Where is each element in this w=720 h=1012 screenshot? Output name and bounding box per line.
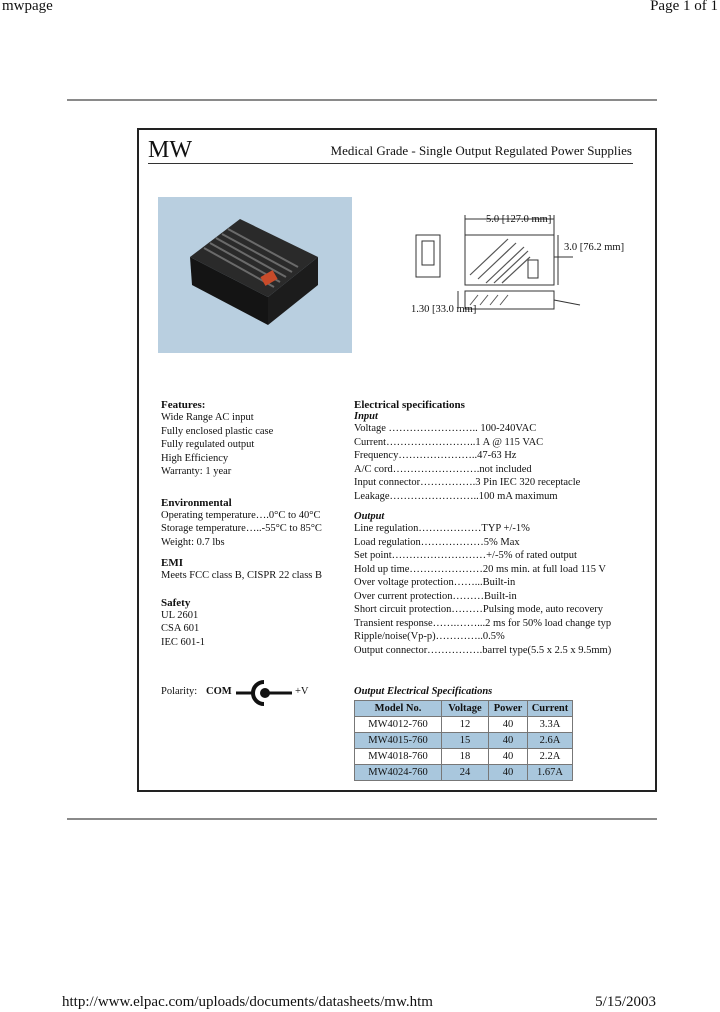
power-cell: 40 bbox=[489, 733, 528, 749]
col-voltage: Voltage bbox=[442, 701, 489, 717]
features-heading: Features: bbox=[161, 399, 206, 411]
polarity-icon bbox=[236, 678, 294, 708]
current-cell: 2.2A bbox=[528, 749, 573, 765]
safety-heading: Safety bbox=[161, 596, 191, 609]
input-spec: A/C cord…………………….not included bbox=[354, 463, 532, 475]
features-item: Fully enclosed plastic case bbox=[161, 425, 274, 437]
polarity-com: COM bbox=[206, 686, 232, 697]
model-cell: MW4012-760 bbox=[355, 717, 442, 733]
col-model: Model No. bbox=[355, 701, 442, 717]
features-item: High Efficiency bbox=[161, 452, 229, 464]
col-current: Current bbox=[528, 701, 573, 717]
voltage-cell: 12 bbox=[442, 717, 489, 733]
output-spec: Load regulation………………5% Max bbox=[354, 536, 520, 548]
product-photo bbox=[158, 197, 352, 353]
polarity-plus: +V bbox=[295, 686, 309, 697]
output-spec: Over voltage protection……...Built-in bbox=[354, 577, 516, 588]
features-item: Fully regulated output bbox=[161, 439, 255, 450]
output-spec: Over current protection………Built-in bbox=[354, 590, 517, 602]
print-date: 5/15/2003 bbox=[595, 994, 656, 1010]
input-spec: Frequency…………………..47-63 Hz bbox=[354, 450, 517, 461]
width-dimension: 5.0 [127.0 mm] bbox=[486, 214, 552, 225]
table-row bbox=[355, 765, 573, 781]
features-item: Warranty: 1 year bbox=[161, 466, 232, 477]
emi-heading: EMI bbox=[161, 557, 183, 569]
top-divider bbox=[67, 99, 657, 101]
input-spec: Leakage……………………..100 mA maximum bbox=[354, 490, 558, 502]
output-spec: Transient response…….……...2 ms for 50% load change typ bbox=[354, 617, 612, 629]
table-row bbox=[355, 733, 573, 749]
table-row bbox=[355, 749, 573, 765]
output-spec: Ripple/noise(Vp-p)…………..0.5% bbox=[354, 631, 505, 642]
input-spec: Input connector…………….3 Pin IEC 320 receptacle bbox=[354, 477, 581, 488]
depth-dimension: 3.0 [76.2 mm] bbox=[564, 242, 625, 253]
left-column bbox=[161, 399, 322, 649]
table-header-row bbox=[355, 701, 573, 717]
output-spec: Line regulation………………TYP +/-1% bbox=[354, 523, 530, 534]
safety-item: UL 2601 bbox=[161, 609, 199, 621]
power-supply-image bbox=[158, 197, 352, 353]
features-item: Wide Range AC input bbox=[161, 412, 254, 423]
title-rule bbox=[148, 163, 633, 164]
current-cell: 1.67A bbox=[528, 765, 573, 781]
output-spec: Hold up time…………………20 ms min. at full load 115 V bbox=[354, 563, 606, 575]
col-power: Power bbox=[489, 701, 528, 717]
output-spec: Set point………………………+/-5% of rated output bbox=[354, 550, 577, 561]
current-cell: 2.6A bbox=[528, 733, 573, 749]
page-indicator: Page 1 of 1 bbox=[650, 0, 718, 14]
environmental-heading: Environmental bbox=[161, 496, 232, 509]
output-spec-table bbox=[354, 700, 573, 781]
document-title: mwpage bbox=[2, 0, 53, 14]
voltage-cell: 15 bbox=[442, 733, 489, 749]
model-cell: MW4024-760 bbox=[355, 765, 442, 781]
model-cell: MW4018-760 bbox=[355, 749, 442, 765]
page-url: http://www.elpac.com/uploads/documents/datasheets/mw.htm bbox=[62, 994, 433, 1010]
input-spec: Voltage …………………….. 100-240VAC bbox=[354, 423, 537, 434]
output-spec: Output connector…………….barrel type(5.5 x 2.5 x 9.5mm) bbox=[354, 644, 612, 656]
model-cell: MW4015-760 bbox=[355, 733, 442, 749]
output-heading: Output bbox=[354, 511, 385, 522]
output-table-title: Output Electrical Specifications bbox=[354, 686, 493, 697]
input-spec: Current……………………..1 A @ 115 VAC bbox=[354, 436, 544, 448]
electrical-specifications bbox=[354, 399, 611, 657]
electrical-heading: Electrical specifications bbox=[354, 399, 465, 411]
polarity-label: Polarity: bbox=[161, 686, 198, 697]
safety-item: IEC 601-1 bbox=[161, 636, 206, 648]
datasheet-subtitle: Medical Grade - Single Output Regulated Power Supplies bbox=[330, 143, 632, 158]
operating-temperature: Operating temperature….0°C to 40°C bbox=[161, 509, 321, 521]
power-cell: 40 bbox=[489, 749, 528, 765]
safety-item: CSA 601 bbox=[161, 623, 200, 634]
storage-temperature: Storage temperature…..-55°C to 85°C bbox=[161, 523, 322, 534]
output-spec: Short circuit protection………Pulsing mode, auto recovery bbox=[354, 604, 604, 615]
power-cell: 40 bbox=[489, 717, 528, 733]
height-dimension: 1.30 [33.0 mm] bbox=[411, 304, 477, 315]
series-title: MW bbox=[148, 137, 192, 163]
voltage-cell: 18 bbox=[442, 749, 489, 765]
table-row bbox=[355, 717, 573, 733]
voltage-cell: 24 bbox=[442, 765, 489, 781]
current-cell: 3.3A bbox=[528, 717, 573, 733]
power-cell: 40 bbox=[489, 765, 528, 781]
bottom-divider bbox=[67, 818, 657, 820]
weight: Weight: 0.7 lbs bbox=[161, 536, 225, 548]
emi-text: Meets FCC class B, CISPR 22 class B bbox=[161, 570, 323, 581]
input-heading: Input bbox=[354, 411, 378, 422]
